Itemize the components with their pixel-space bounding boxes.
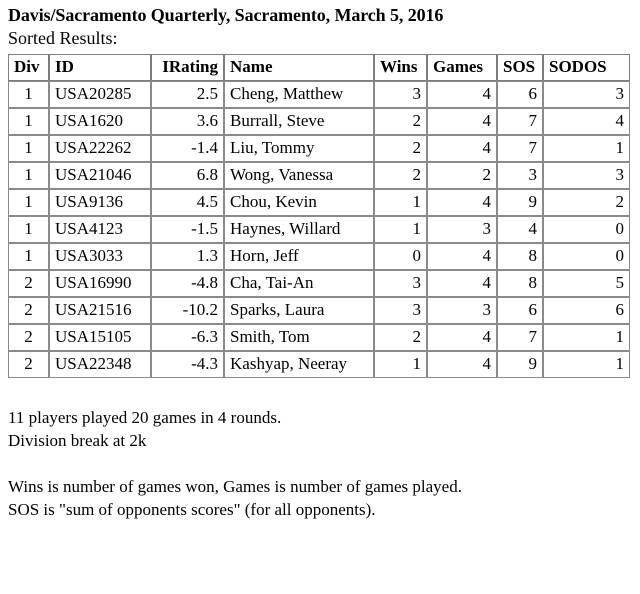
cell-sos: 6 — [497, 297, 543, 324]
cell-div: 2 — [8, 297, 49, 324]
cell-sos: 7 — [497, 108, 543, 135]
cell-rating: -10.2 — [151, 297, 224, 324]
cell-games: 4 — [427, 324, 497, 351]
cell-rating: -1.4 — [151, 135, 224, 162]
cell-div: 2 — [8, 351, 49, 378]
cell-name: Smith, Tom — [224, 324, 374, 351]
cell-name: Kashyap, Neeray — [224, 351, 374, 378]
cell-rating: 6.8 — [151, 162, 224, 189]
cell-sos: 9 — [497, 351, 543, 378]
cell-sodos: 3 — [543, 81, 630, 108]
cell-rating: 4.5 — [151, 189, 224, 216]
cell-id: USA20285 — [49, 81, 151, 108]
table-row — [8, 270, 630, 297]
cell-rating: 1.3 — [151, 243, 224, 270]
cell-id: USA4123 — [49, 216, 151, 243]
cell-wins: 2 — [374, 162, 427, 189]
cell-name: Cha, Tai-An — [224, 270, 374, 297]
column-header-name[interactable]: Name — [224, 54, 374, 81]
table-row — [8, 108, 630, 135]
column-header-id[interactable]: ID — [49, 54, 151, 81]
cell-rating: -1.5 — [151, 216, 224, 243]
cell-name: Haynes, Willard — [224, 216, 374, 243]
table-row — [8, 81, 630, 108]
cell-div: 1 — [8, 135, 49, 162]
cell-id: USA3033 — [49, 243, 151, 270]
page-subtitle: Sorted Results: — [8, 28, 118, 48]
cell-sodos: 5 — [543, 270, 630, 297]
cell-sodos: 2 — [543, 189, 630, 216]
cell-games: 4 — [427, 189, 497, 216]
cell-sodos: 4 — [543, 108, 630, 135]
cell-rating: -4.3 — [151, 351, 224, 378]
table-row — [8, 216, 630, 243]
cell-sodos: 0 — [543, 216, 630, 243]
cell-sodos: 0 — [543, 243, 630, 270]
cell-sos: 7 — [497, 324, 543, 351]
cell-name: Sparks, Laura — [224, 297, 374, 324]
column-header-games[interactable]: Games — [427, 54, 497, 81]
table-row — [8, 243, 630, 270]
cell-id: USA15105 — [49, 324, 151, 351]
cell-name: Chou, Kevin — [224, 189, 374, 216]
cell-rating: 3.6 — [151, 108, 224, 135]
cell-games: 4 — [427, 351, 497, 378]
cell-name: Liu, Tommy — [224, 135, 374, 162]
cell-id: USA9136 — [49, 189, 151, 216]
cell-wins: 3 — [374, 297, 427, 324]
cell-wins: 2 — [374, 135, 427, 162]
cell-games: 2 — [427, 162, 497, 189]
cell-id: USA21516 — [49, 297, 151, 324]
cell-wins: 1 — [374, 216, 427, 243]
cell-id: USA21046 — [49, 162, 151, 189]
table-row — [8, 189, 630, 216]
cell-wins: 0 — [374, 243, 427, 270]
cell-sodos: 1 — [543, 351, 630, 378]
cell-games: 4 — [427, 135, 497, 162]
cell-sos: 8 — [497, 270, 543, 297]
cell-sodos: 1 — [543, 324, 630, 351]
summary-block — [8, 406, 640, 452]
cell-games: 4 — [427, 270, 497, 297]
column-header-sos[interactable]: SOS — [497, 54, 543, 81]
cell-games: 3 — [427, 216, 497, 243]
cell-name: Cheng, Matthew — [224, 81, 374, 108]
cell-rating: -4.8 — [151, 270, 224, 297]
cell-id: USA22348 — [49, 351, 151, 378]
cell-div: 1 — [8, 189, 49, 216]
summary-line-division-break: Division break at 2k — [8, 431, 147, 450]
cell-wins: 1 — [374, 351, 427, 378]
table-row — [8, 324, 630, 351]
results-page — [0, 4, 640, 594]
table-row — [8, 351, 630, 378]
cell-wins: 3 — [374, 81, 427, 108]
cell-id: USA1620 — [49, 108, 151, 135]
cell-sos: 4 — [497, 216, 543, 243]
cell-div: 2 — [8, 324, 49, 351]
cell-div: 2 — [8, 270, 49, 297]
cell-rating: -6.3 — [151, 324, 224, 351]
table-row — [8, 297, 630, 324]
legend-block — [8, 475, 640, 521]
cell-name: Wong, Vanessa — [224, 162, 374, 189]
summary-line-players: 11 players played 20 games in 4 rounds. — [8, 408, 282, 427]
cell-sos: 7 — [497, 135, 543, 162]
cell-sodos: 6 — [543, 297, 630, 324]
cell-div: 1 — [8, 243, 49, 270]
cell-games: 4 — [427, 81, 497, 108]
legend-line-wins-games: Wins is number of games won, Games is number of games played. — [8, 477, 462, 496]
cell-wins: 2 — [374, 108, 427, 135]
cell-sodos: 1 — [543, 135, 630, 162]
cell-sos: 9 — [497, 189, 543, 216]
cell-games: 3 — [427, 297, 497, 324]
cell-div: 1 — [8, 81, 49, 108]
page-title: Davis/Sacramento Quarterly, Sacramento, March 5, 2016 — [8, 5, 444, 25]
cell-sos: 6 — [497, 81, 543, 108]
cell-games: 4 — [427, 243, 497, 270]
column-header-wins[interactable]: Wins — [374, 54, 427, 81]
cell-div: 1 — [8, 162, 49, 189]
column-header-rating[interactable]: IRating — [151, 54, 224, 81]
cell-wins: 1 — [374, 189, 427, 216]
cell-id: USA16990 — [49, 270, 151, 297]
cell-sodos: 3 — [543, 162, 630, 189]
cell-name: Horn, Jeff — [224, 243, 374, 270]
cell-div: 1 — [8, 216, 49, 243]
results-table — [8, 54, 630, 378]
table-row — [8, 135, 630, 162]
table-header-row — [8, 54, 630, 81]
cell-wins: 3 — [374, 270, 427, 297]
cell-id: USA22262 — [49, 135, 151, 162]
cell-rating: 2.5 — [151, 81, 224, 108]
column-header-div[interactable]: Div — [8, 54, 49, 81]
cell-games: 4 — [427, 108, 497, 135]
column-header-sodos[interactable]: SODOS — [543, 54, 630, 81]
cell-wins: 2 — [374, 324, 427, 351]
cell-sos: 8 — [497, 243, 543, 270]
table-body — [8, 81, 630, 378]
cell-sos: 3 — [497, 162, 543, 189]
legend-line-sos: SOS is "sum of opponents scores" (for all opponents). — [8, 500, 376, 519]
table-row — [8, 162, 630, 189]
cell-name: Burrall, Steve — [224, 108, 374, 135]
cell-div: 1 — [8, 108, 49, 135]
